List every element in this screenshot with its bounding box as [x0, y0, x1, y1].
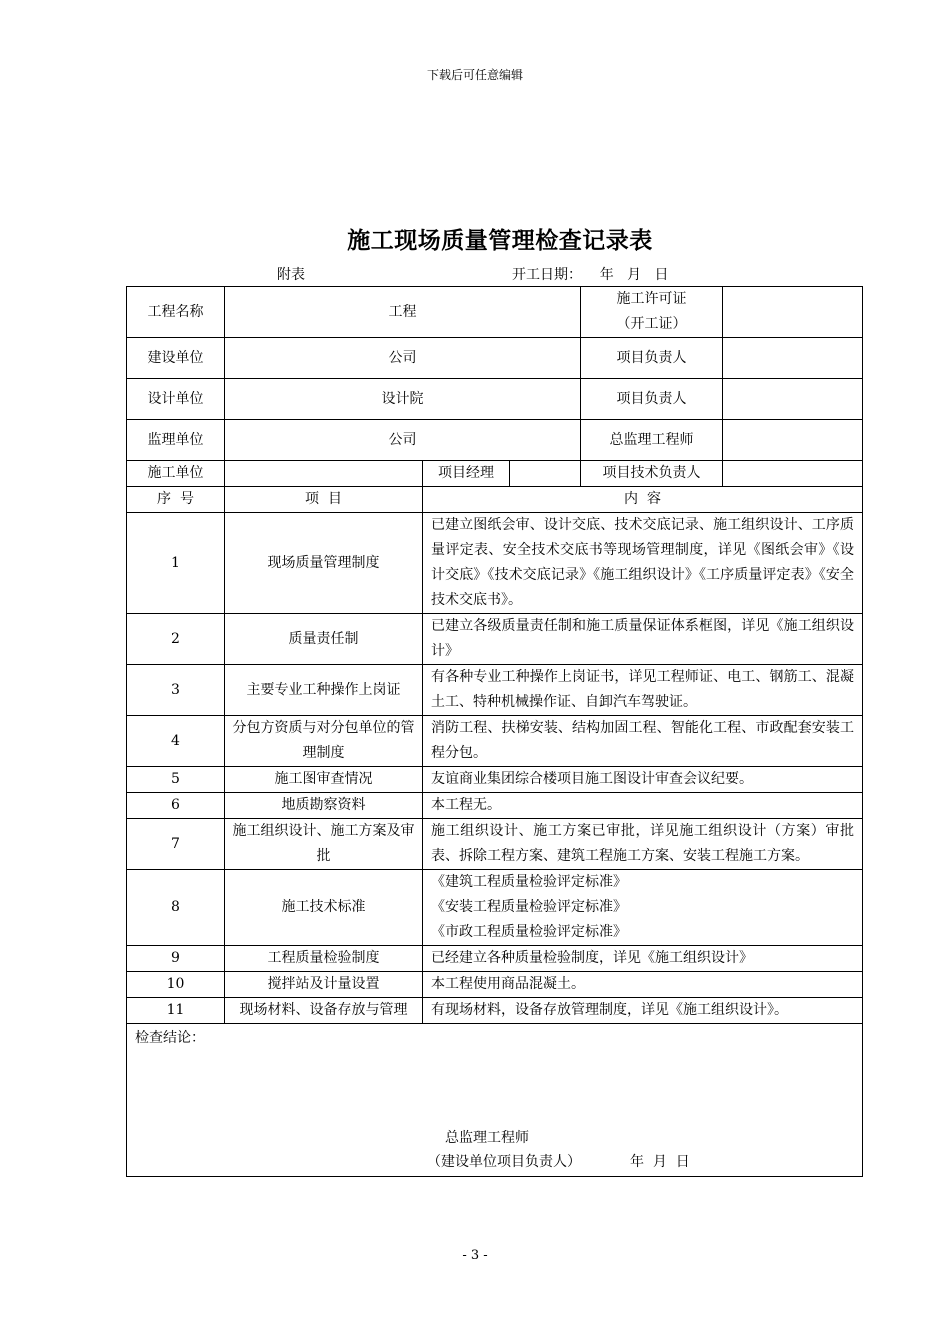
row-content: [423, 870, 863, 946]
standard-line: 《安装工程质量检验评定标准》: [431, 899, 627, 915]
row-number: 4: [127, 716, 225, 767]
table-row: [127, 665, 863, 716]
row-item: 搅拌站及计量设置: [225, 972, 423, 998]
owner-label: 建设单位: [127, 338, 225, 379]
header-note: 下载后可任意编辑: [426, 68, 523, 82]
table-row: [127, 998, 863, 1024]
inspection-table: [126, 286, 863, 1177]
row-item: 工程质量检验制度: [225, 946, 423, 972]
chief-engineer-value[interactable]: [723, 420, 863, 461]
designer-value[interactable]: 设计院: [225, 379, 581, 420]
table-row: [127, 716, 863, 767]
row-item: 施工图审查情况: [225, 767, 423, 793]
tech-lead-value[interactable]: [723, 461, 863, 487]
row-item: 现场材料、设备存放与管理: [225, 998, 423, 1024]
row-content: 已建立各级质量责任制和施工质量保证体系框图，详见《施工组织设计》: [423, 614, 863, 665]
table-row: [127, 513, 863, 614]
row-content: 施工组织设计、施工方案已审批，详见施工组织设计（方案）审批表、拆除工程方案、建筑工程施工方案、安装工程施工方案。: [423, 819, 863, 870]
row-content: 本工程无。: [423, 793, 863, 819]
row-number: 8: [127, 870, 225, 946]
row-contractor: [127, 461, 863, 487]
table-row: [127, 793, 863, 819]
contractor-value[interactable]: [225, 461, 423, 487]
designer-label: 设计单位: [127, 379, 225, 420]
row-number: 5: [127, 767, 225, 793]
start-date: 开工日期： 年 月 日: [512, 267, 669, 283]
owner-manager-value[interactable]: [723, 338, 863, 379]
designer-manager-value[interactable]: [723, 379, 863, 420]
attachment-label: 附表: [277, 267, 305, 283]
permit-value[interactable]: [723, 287, 863, 338]
page-number: - 3 -: [462, 1248, 488, 1263]
row-content: 消防工程、扶梯安装、结构加固工程、智能化工程、市政配套安装工程分包。: [423, 716, 863, 767]
row-project-name: [127, 287, 863, 338]
designer-manager-label: 项目负责人: [581, 379, 723, 420]
permit-label-line1: 施工许可证: [616, 291, 687, 307]
row-item: 地质勘察资料: [225, 793, 423, 819]
chief-engineer-signature-label: 总监理工程师: [445, 1130, 529, 1146]
row-supervisor: [127, 420, 863, 461]
contractor-label: 施工单位: [127, 461, 225, 487]
row-number: 1: [127, 513, 225, 614]
col-header-no: 序 号: [127, 487, 225, 513]
project-name-value[interactable]: 工程: [225, 287, 581, 338]
permit-label: [581, 287, 723, 338]
row-item: 分包方资质与对分包单位的管理制度: [225, 716, 423, 767]
row-content: 有现场材料，设备存放管理制度，详见《施工组织设计》。: [423, 998, 863, 1024]
page-title: 施工现场质量管理检查记录表: [347, 227, 653, 254]
standard-line: 《市政工程质量检验评定标准》: [431, 924, 627, 940]
row-number: 6: [127, 793, 225, 819]
chief-engineer-label: 总监理工程师: [581, 420, 723, 461]
row-designer: [127, 379, 863, 420]
row-owner: [127, 338, 863, 379]
conclusion-label: 检查结论：: [135, 1030, 205, 1046]
row-number: 7: [127, 819, 225, 870]
row-content: 已建立图纸会审、设计交底、技术交底记录、施工组织设计、工序质量评定表、安全技术交底书等现场管理制度，详见《图纸会审》《设计交底》《技术交底记录》《施工组织设计》《工序质量评定表》《安全技术交底书》。: [423, 513, 863, 614]
project-manager-value[interactable]: [510, 461, 581, 487]
row-number: 11: [127, 998, 225, 1024]
project-manager-label: 项目经理: [423, 461, 510, 487]
row-number: 10: [127, 972, 225, 998]
supervisor-label: 监理单位: [127, 420, 225, 461]
table-row: [127, 614, 863, 665]
row-number: 9: [127, 946, 225, 972]
conclusion-cell[interactable]: [127, 1024, 863, 1177]
table-row: [127, 819, 863, 870]
row-content: 有各种专业工种操作上岗证书，详见工程师证、电工、钢筋工、混凝土工、特种机械操作证、自卸汽车驾驶证。: [423, 665, 863, 716]
row-item: 施工组织设计、施工方案及审批: [225, 819, 423, 870]
row-number: 3: [127, 665, 225, 716]
permit-label-line2: （开工证）: [616, 316, 687, 332]
row-content: 友谊商业集团综合楼项目施工图设计审查会议纪要。: [423, 767, 863, 793]
table-row: [127, 946, 863, 972]
owner-manager-label: 项目负责人: [581, 338, 723, 379]
row-item: 主要专业工种操作上岗证: [225, 665, 423, 716]
row-item: 施工技术标准: [225, 870, 423, 946]
column-header-row: [127, 487, 863, 513]
row-content: 本工程使用商品混凝土。: [423, 972, 863, 998]
row-item: 质量责任制: [225, 614, 423, 665]
owner-value[interactable]: 公司: [225, 338, 581, 379]
col-header-content: 内 容: [423, 487, 863, 513]
table-row: [127, 972, 863, 998]
row-content: 已经建立各种质量检验制度，详见《施工组织设计》: [423, 946, 863, 972]
project-name-label: 工程名称: [127, 287, 225, 338]
tech-lead-label: 项目技术负责人: [581, 461, 723, 487]
conclusion-box: [135, 1026, 858, 1176]
conclusion-row: [127, 1024, 863, 1177]
owner-signature-date: （建设单位项目负责人） 年 月 日: [427, 1154, 690, 1170]
table-row: [127, 767, 863, 793]
row-item: 现场质量管理制度: [225, 513, 423, 614]
row-number: 2: [127, 614, 225, 665]
table-row: [127, 870, 863, 946]
supervisor-value[interactable]: 公司: [225, 420, 581, 461]
standard-line: 《建筑工程质量检验评定标准》: [431, 874, 627, 890]
col-header-item: 项 目: [225, 487, 423, 513]
